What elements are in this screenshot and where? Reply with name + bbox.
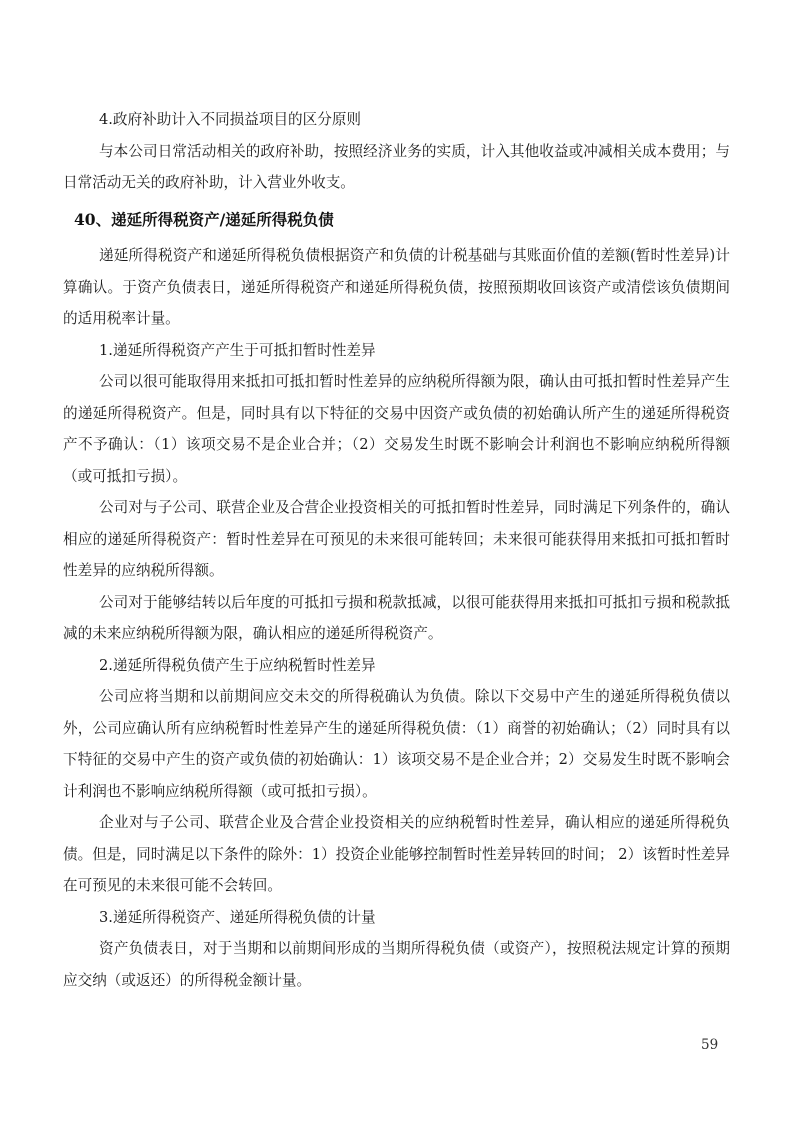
numbered-item: 3.递延所得税资产、递延所得税负债的计量 bbox=[99, 908, 376, 926]
page-number: 59 bbox=[701, 1037, 719, 1053]
paragraph: 资产负债表日，对于当期和以前期间形成的当期所得税负债（或资产），按照税法规定计算的预期应交纳（或返还）的所得税金额计量。 bbox=[63, 940, 730, 989]
numbered-item: 4.政府补助计入不同损益项目的区分原则 bbox=[99, 111, 362, 128]
paragraph: 与本公司日常活动相关的政府补助，按照经济业务的实质，计入其他收益或冲减相关成本费用；与日常活动无关的政府补助，计入营业外收支。 bbox=[63, 142, 730, 191]
numbered-item: 2.递延所得税负债产生于应纳税暂时性差异 bbox=[99, 656, 376, 674]
paragraph: 公司对与子公司、联营企业及合营企业投资相关的可抵扣暂时性差异，同时满足下列条件的，确认相应的递延所得税资产：暂时性差异在可预见的未来很可能转回；未来很可能获得用来抵扣可抵扣暂时性差异的应纳税所得额。 bbox=[63, 499, 730, 579]
paragraph: 企业对与子公司、联营企业及合营企业投资相关的应纳税暂时性差异，确认相应的递延所得税负债。但是，同时满足以下条件的除外：1）投资企业能够控制暂时性差异转回的时间； 2）该暂时性差异在可预见的未来很可能不会转回。 bbox=[63, 814, 730, 894]
document-content bbox=[63, 104, 730, 996]
numbered-item: 1.递延所得税资产产生于可抵扣暂时性差异 bbox=[99, 341, 376, 359]
paragraph: 公司对于能够结转以后年度的可抵扣亏损和税款抵减，以很可能获得用来抵扣可抵扣亏损和税款抵减的未来应纳税所得额为限，确认相应的递延所得税资产。 bbox=[63, 593, 730, 642]
section-heading: 40、递延所得税资产/递延所得税负债 bbox=[74, 209, 334, 229]
paragraph: 公司以很可能取得用来抵扣可抵扣暂时性差异的应纳税所得额为限，确认由可抵扣暂时性差异产生的递延所得税资产。但是，同时具有以下特征的交易中因资产或负债的初始确认所产生的递延所得税资产不予确认：（1）该项交易不是企业合并；（2）交易发生时既不影响会计利润也不影响应纳税所得额（或可抵扣亏损）。 bbox=[63, 373, 730, 485]
paragraph: 公司应将当期和以前期间应交未交的所得税确认为负债。除以下交易中产生的递延所得税负债以外，公司应确认所有应纳税暂时性差异产生的递延所得税负债：（1）商誉的初始确认；（2）同时具有以下特征的交易中产生的资产或负债的初始确认：1）该项交易不是企业合并；2）交易发生时既不影响会计利润也不影响应纳税所得额（或可抵扣亏损）。 bbox=[63, 688, 730, 800]
paragraph: 递延所得税资产和递延所得税负债根据资产和负债的计税基础与其账面价值的差额(暂时性差异)计算确认。于资产负债表日，递延所得税资产和递延所得税负债，按照预期收回该资产或清偿该负债期间的适用税率计量。 bbox=[63, 247, 730, 327]
